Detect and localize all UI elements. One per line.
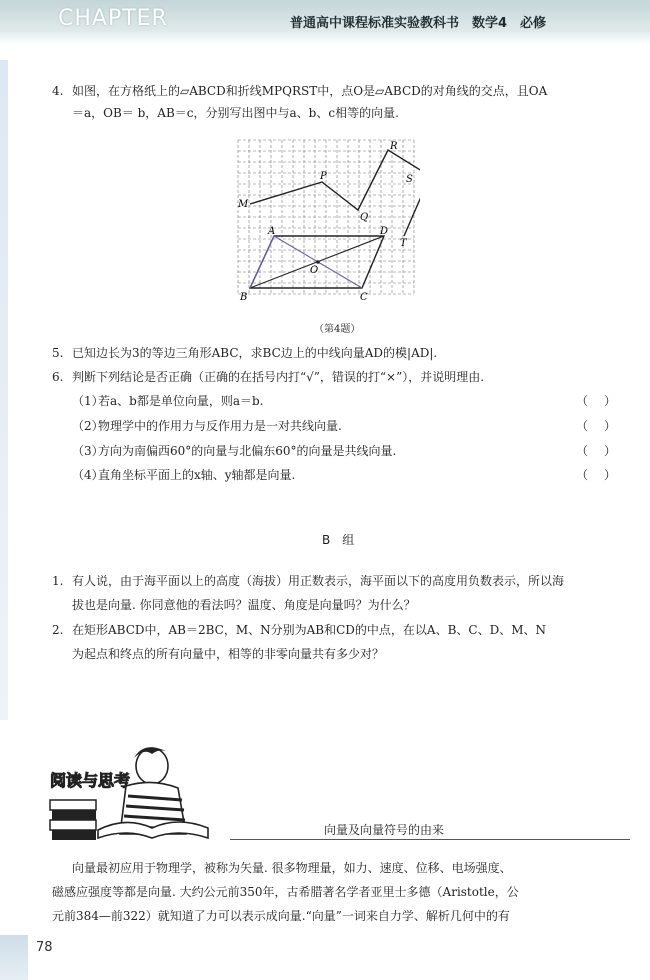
problem-6-item-1 bbox=[72, 392, 264, 410]
problem-6-item-2 bbox=[72, 417, 342, 435]
label-p: P bbox=[320, 171, 327, 182]
item-4-text: 直角坐标平面上的x轴、y轴都是向量. bbox=[98, 468, 296, 482]
label-b: B bbox=[240, 292, 248, 303]
b-problem-2-line-1 bbox=[52, 621, 546, 639]
grid-lines bbox=[238, 140, 414, 294]
label-m: M bbox=[238, 199, 249, 210]
b-problem-2-text-1: 在矩形ABCD中，AB＝2BC，M、N分别为AB和CD的中点，在以A、B、C、D、M、N bbox=[72, 623, 547, 637]
reading-line-3: 元前384—前322）就知道了力可以表示成向量.“向量”一词来自力学、解析几何中的有 bbox=[52, 909, 510, 923]
problem-6-text: 判断下列结论是否正确（正确的在括号内打“√”，错误的打“×”），并说明理由. bbox=[72, 370, 485, 384]
label-c: C bbox=[360, 292, 368, 303]
problem-5-text: 已知边长为3的等边三角形ABC，求BC边上的中线向量AD的模|AD|. bbox=[72, 346, 438, 360]
chapter-label: CHAPTER bbox=[58, 6, 168, 31]
label-s: S bbox=[406, 174, 413, 185]
label-q: Q bbox=[360, 212, 369, 223]
problem-4-line-2: ＝a，OB＝ b，AB＝c，分别写出图中与a、b、c相等的向量. bbox=[72, 106, 399, 120]
label-d: D bbox=[380, 226, 389, 237]
page-number: 78 bbox=[36, 940, 53, 955]
problem-4-line-1 bbox=[52, 82, 547, 100]
book-2 bbox=[52, 810, 96, 820]
problem-6 bbox=[52, 368, 484, 386]
point-o bbox=[316, 260, 320, 264]
label-a: A bbox=[268, 226, 276, 237]
answer-box-2[interactable]: （ ） bbox=[576, 419, 616, 433]
figure-caption: （第4题） bbox=[314, 324, 361, 335]
reading-badge: 阅读与思考 bbox=[50, 771, 131, 790]
reading-title-rule bbox=[230, 839, 630, 840]
reading-title: 向量及向量符号的由来 bbox=[324, 823, 445, 837]
problem-6-item-4 bbox=[72, 466, 295, 484]
b-problem-1-line-1 bbox=[52, 572, 564, 590]
b-problem-1-text-1: 有人说，由于海平面以上的高度（海拔）用正数表示，海平面以下的高度用负数表示，所以海 bbox=[72, 574, 565, 588]
item-3-text: 方向为南偏西60°的向量与北偏东60°的向量是共线向量. bbox=[98, 444, 397, 458]
b-problem-2-number: 2. bbox=[52, 623, 64, 637]
book-1 bbox=[50, 800, 96, 810]
item-2-label: （2） bbox=[72, 419, 104, 433]
item-1-text: 若a、b都是单位向量，则a＝b. bbox=[98, 394, 264, 408]
book-4 bbox=[52, 830, 96, 840]
answer-box-4[interactable]: （ ） bbox=[576, 468, 616, 482]
item-2-text: 物理学中的作用力与反作用力是一对共线向量. bbox=[98, 419, 342, 433]
label-t: T bbox=[400, 238, 407, 249]
problem-5 bbox=[52, 344, 437, 362]
b-problem-1-number: 1. bbox=[52, 574, 64, 588]
b-problem-2-line-2: 为起点和终点的所有向量中，相等的非零向量共有多少对？ bbox=[72, 647, 385, 661]
problem-6-item-3 bbox=[72, 442, 396, 460]
answer-box-1[interactable]: （ ） bbox=[576, 394, 616, 408]
problem-6-number: 6. bbox=[52, 370, 64, 384]
header-band bbox=[0, 0, 650, 44]
page-edge-strip bbox=[0, 60, 8, 720]
label-r: R bbox=[390, 141, 398, 152]
reading-line-2: 磁感应强度等都是向量. 大约公元前350年，古希腊著名学者亚里士多德（Aristotle，公 bbox=[52, 885, 519, 899]
reading-line-1: 向量最初应用于物理学，被称为矢量. 很多物理量，如力、速度、位移、电场强度、 bbox=[72, 861, 512, 875]
section-b-title: B 组 bbox=[322, 533, 355, 547]
label-o: O bbox=[310, 265, 319, 276]
reading-illustration bbox=[48, 742, 228, 842]
problem-5-number: 5. bbox=[52, 346, 64, 360]
answer-box-3[interactable]: （ ） bbox=[576, 444, 616, 458]
problem-4-text-1: 如图，在方格纸上的▱ABCD和折线MPQRST中，点O是▱ABCD的对角线的交点，且OA bbox=[72, 84, 548, 98]
item-4-label: （4） bbox=[72, 468, 104, 482]
item-1-label: （1） bbox=[72, 394, 104, 408]
b-problem-1-line-2: 拔也是向量. 你同意他的看法吗？温度、角度是向量吗？为什么？ bbox=[72, 598, 416, 612]
polyline-mpqrst bbox=[250, 150, 420, 236]
item-3-label: （3） bbox=[72, 444, 104, 458]
book-3 bbox=[50, 820, 96, 830]
page-corner-decoration bbox=[0, 935, 28, 980]
grid-figure bbox=[230, 136, 420, 304]
book-title: 普通高中课程标准实验教科书 数学4 必修 bbox=[290, 16, 547, 31]
problem-4-number: 4. bbox=[52, 84, 64, 98]
